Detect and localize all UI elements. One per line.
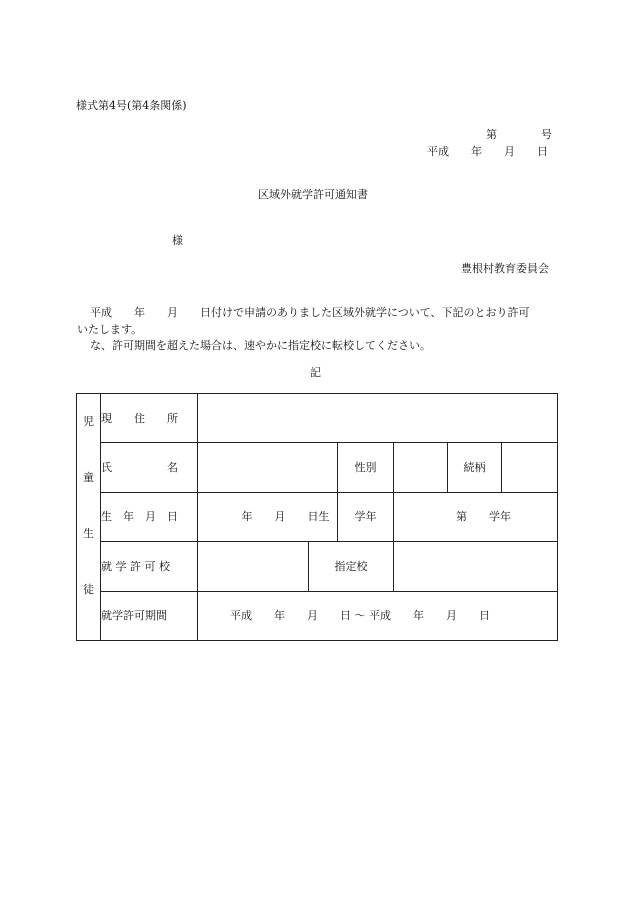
table-row (77, 443, 558, 492)
table-row (77, 394, 558, 443)
table-row (77, 542, 558, 591)
name-value (198, 443, 338, 492)
birthdate-label: 生 年 月 日 (101, 492, 198, 541)
student-info-table (76, 393, 558, 641)
side-char: 児 (83, 415, 94, 428)
side-char: 童 (83, 471, 94, 484)
student-side-label (77, 394, 101, 641)
table-row (77, 591, 558, 640)
school-value (198, 542, 309, 591)
body-line-1: 平成 年 月 日付けで申請のありました区域外就学について、下記のとおり許可 (90, 306, 530, 319)
addressee-honorific: 様 (172, 234, 183, 247)
gender-value (394, 443, 448, 492)
table-row (77, 492, 558, 541)
document-number: 第 号 (486, 128, 552, 141)
designated-school-label: 指定校 (309, 542, 394, 591)
period-label: 就学許可期間 (101, 591, 198, 640)
relation-label: 続柄 (448, 443, 502, 492)
sender-name: 豊根村教育委員会 (461, 262, 549, 275)
address-label: 現 住 所 (101, 394, 198, 443)
designated-school-value (394, 542, 558, 591)
side-char: 生 (83, 527, 94, 540)
body-line-2: いたします。 (77, 323, 143, 336)
grade-label: 学年 (338, 492, 394, 541)
document-date: 平成 年 月 日 (427, 145, 548, 158)
grade-value: 第 学年 (394, 492, 558, 541)
gender-label: 性別 (338, 443, 394, 492)
relation-value (502, 443, 558, 492)
document-title: 区域外就学許可通知書 (258, 188, 368, 201)
address-value (198, 394, 558, 443)
side-char: 徒 (83, 583, 94, 596)
name-label: 氏 名 (101, 443, 198, 492)
school-label: 就 学 許 可 校 (101, 542, 198, 591)
form-number: 様式第4号(第4条関係) (76, 99, 187, 112)
birthdate-value: 年 月 日生 (198, 492, 338, 541)
body-line-3: な、許可期間を超えた場合は、速やかに指定校に転校してください。 (90, 339, 431, 352)
period-value: 平成 年 月 日 〜 平成 年 月 日 (198, 591, 558, 640)
ki-heading: 記 (310, 366, 321, 379)
